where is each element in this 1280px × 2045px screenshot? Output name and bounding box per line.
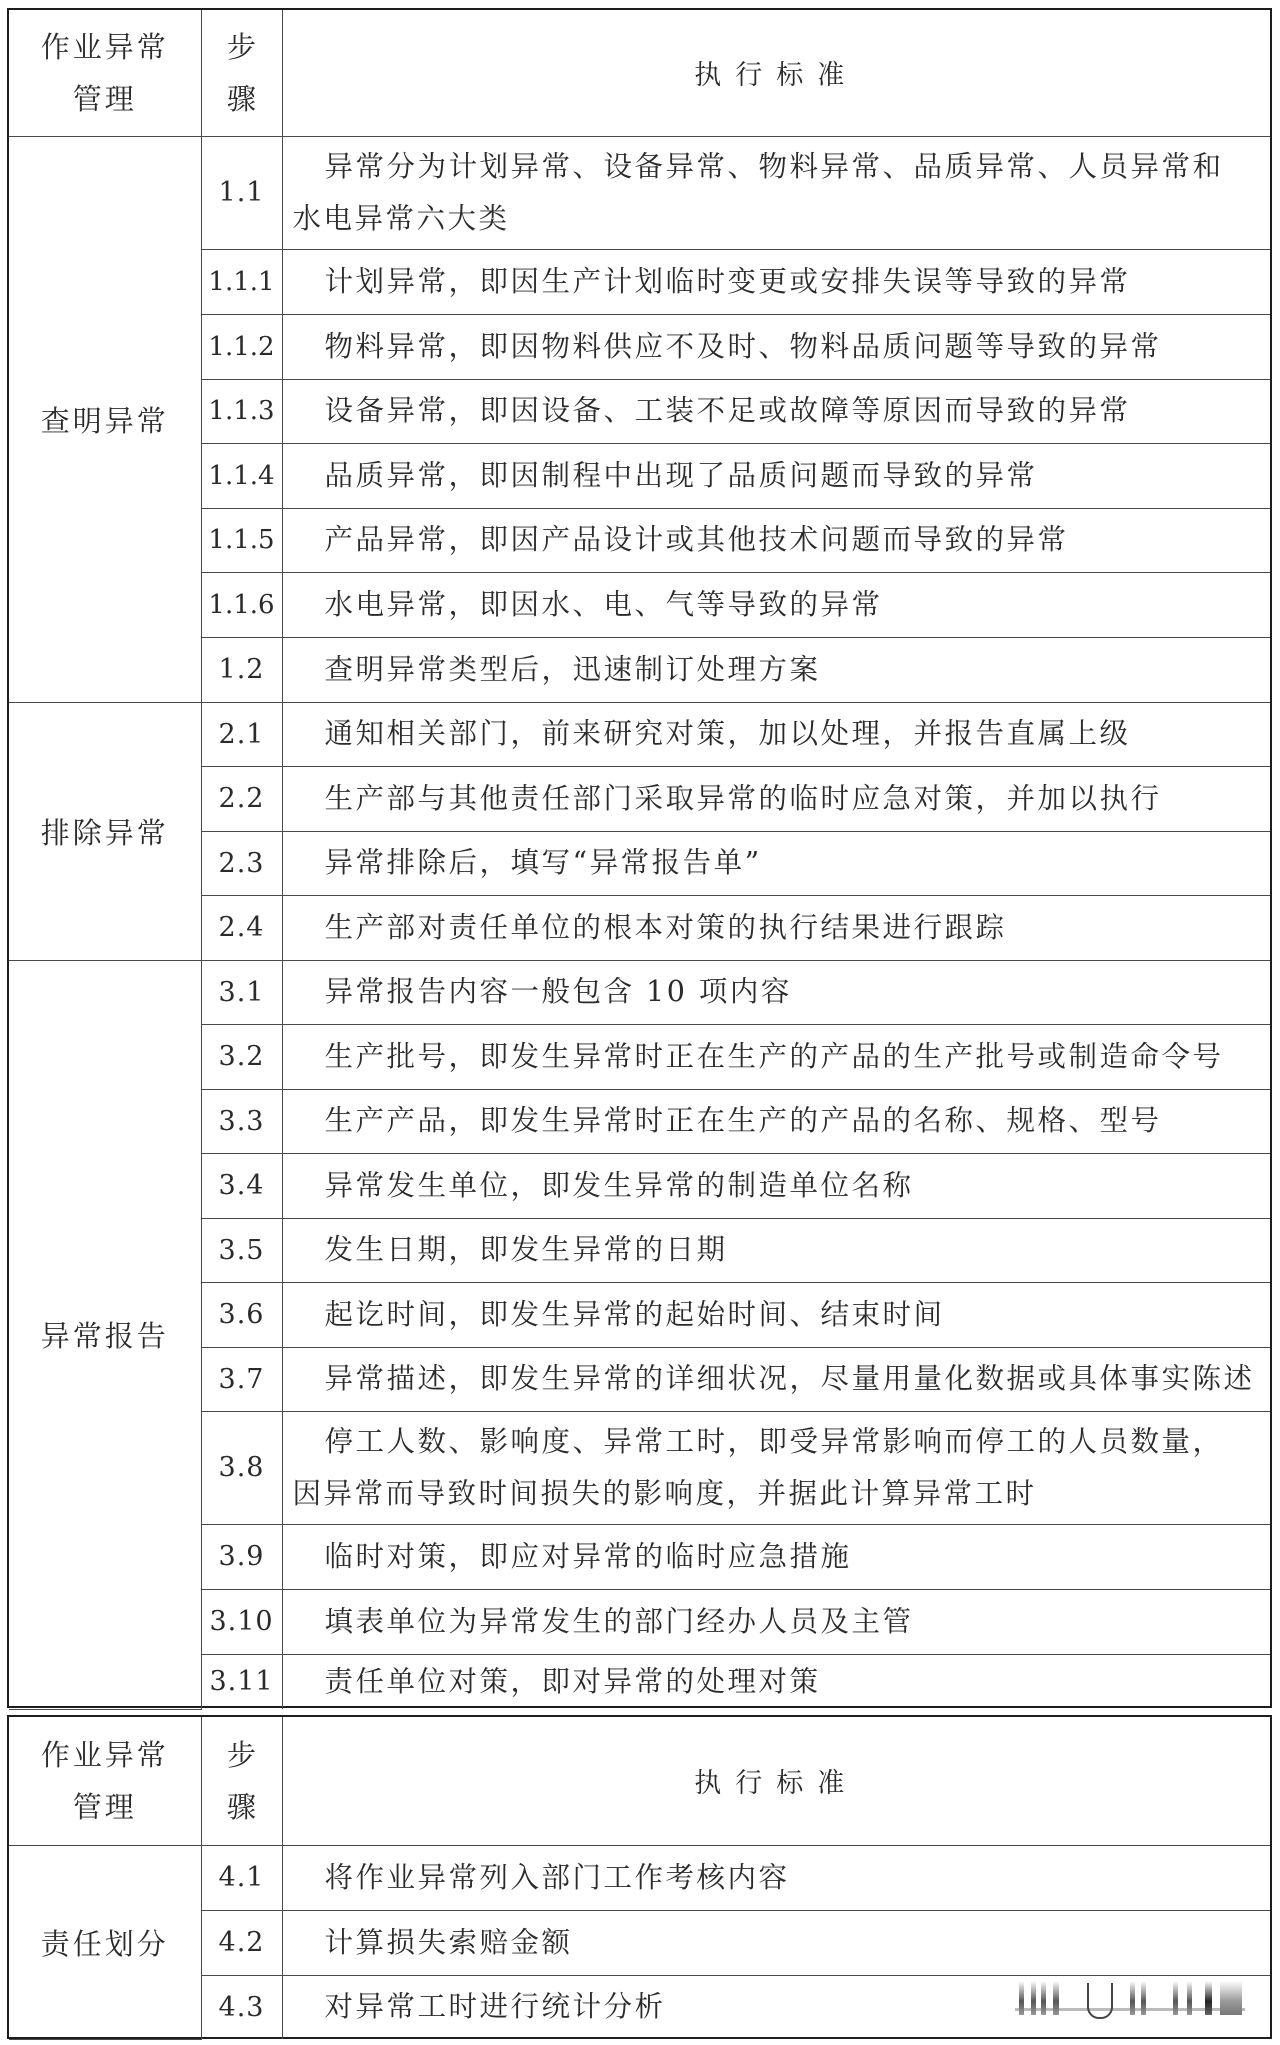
standard-text: 责任单位对策，即对异常的处理对策 [282, 1654, 1270, 1709]
standard-text: 生产部与其他责任部门采取异常的临时应急对策，并加以执行 [282, 766, 1270, 831]
table-header-row [9, 10, 1270, 136]
standard-text: 填表单位为异常发生的部门经办人员及主管 [282, 1589, 1270, 1654]
step-number: 3.5 [201, 1218, 282, 1282]
header-category: 作业异常 管理 [9, 1717, 201, 1845]
step-number: 3.2 [201, 1024, 282, 1089]
header-step: 步 骤 [201, 10, 282, 136]
standard-text: 将作业异常列入部门工作考核内容 [282, 1845, 1270, 1910]
step-number: 3.10 [201, 1589, 282, 1654]
standard-text: 对异常工时进行统计分析 [282, 1975, 1270, 2039]
header-standard: 执行标准 [282, 10, 1270, 136]
standard-text: 通知相关部门，前来研究对策，加以处理，并报告直属上级 [282, 702, 1270, 766]
standard-text: 临时对策，即应对异常的临时应急措施 [282, 1524, 1270, 1589]
standard-text: 生产部对责任单位的根本对策的执行结果进行跟踪 [282, 895, 1270, 960]
step-number: 3.4 [201, 1153, 282, 1218]
step-number: 3.3 [201, 1089, 282, 1153]
step-number: 2.4 [201, 895, 282, 960]
step-number: 1.1.2 [201, 314, 282, 379]
table-row [9, 702, 1270, 766]
standard-text: 计划异常，即因生产计划临时变更或安排失误等导致的异常 [282, 249, 1270, 314]
step-number: 2.2 [201, 766, 282, 831]
step-number: 1.1.1 [201, 249, 282, 314]
step-number: 4.1 [201, 1845, 282, 1910]
step-number: 3.7 [201, 1347, 282, 1411]
step-number: 1.1.3 [201, 379, 282, 443]
exception-management-table-1 [7, 8, 1272, 1708]
standard-text: 生产产品，即发生异常时正在生产的产品的名称、规格、型号 [282, 1089, 1270, 1153]
step-number: 1.2 [201, 637, 282, 702]
table-header-row [9, 1717, 1270, 1845]
standard-text: 异常分为计划异常、设备异常、物料异常、品质异常、人员异常和 水电异常六大类 [282, 136, 1270, 249]
step-number: 3.9 [201, 1524, 282, 1589]
standard-text: 产品异常，即因产品设计或其他技术问题而导致的异常 [282, 508, 1270, 572]
category-cell: 查明异常 [9, 136, 201, 702]
standard-text: 水电异常，即因水、电、气等导致的异常 [282, 572, 1270, 637]
step-number: 3.11 [201, 1654, 282, 1709]
step-number: 3.1 [201, 960, 282, 1024]
category-cell: 排除异常 [9, 702, 201, 960]
standard-text: 品质异常，即因制程中出现了品质问题而导致的异常 [282, 443, 1270, 508]
header-step: 步 骤 [201, 1717, 282, 1845]
step-number: 1.1.4 [201, 443, 282, 508]
standard-text: 异常报告内容一般包含 10 项内容 [282, 960, 1270, 1024]
header-standard: 执行标准 [282, 1717, 1270, 1845]
step-number: 1.1 [201, 136, 282, 249]
standard-text: 起讫时间，即发生异常的起始时间、结束时间 [282, 1282, 1270, 1347]
step-number: 3.6 [201, 1282, 282, 1347]
standard-text: 异常发生单位，即发生异常的制造单位名称 [282, 1153, 1270, 1218]
step-number: 1.1.5 [201, 508, 282, 572]
step-number: 3.8 [201, 1411, 282, 1524]
standard-text: 异常描述，即发生异常的详细状况，尽量用量化数据或具体事实陈述 [282, 1347, 1270, 1411]
header-category: 作业异常 管理 [9, 10, 201, 136]
standard-text: 生产批号，即发生异常时正在生产的产品的生产批号或制造命令号 [282, 1024, 1270, 1089]
step-number: 2.3 [201, 831, 282, 895]
table-row [9, 1845, 1270, 1910]
table-row [9, 960, 1270, 1024]
step-number: 4.2 [201, 1910, 282, 1975]
watermark-icon [1015, 1975, 1255, 2021]
standard-text: 停工人数、影响度、异常工时，即受异常影响而停工的人员数量， 因异常而导致时间损失的影响度，并据此计算异常工时 [282, 1411, 1270, 1524]
standard-text: 计算损失索赔金额 [282, 1910, 1270, 1975]
standard-text: 查明异常类型后，迅速制订处理方案 [282, 637, 1270, 702]
standard-text: 设备异常，即因设备、工装不足或故障等原因而导致的异常 [282, 379, 1270, 443]
step-number: 1.1.6 [201, 572, 282, 637]
standard-text: 物料异常，即因物料供应不及时、物料品质问题等导致的异常 [282, 314, 1270, 379]
table-row [9, 136, 1270, 249]
standard-text: 异常排除后，填写“异常报告单” [282, 831, 1270, 895]
step-number: 4.3 [201, 1975, 282, 2039]
category-cell: 异常报告 [9, 960, 201, 1709]
step-number: 2.1 [201, 702, 282, 766]
category-cell: 责任划分 [9, 1845, 201, 2039]
standard-text: 发生日期，即发生异常的日期 [282, 1218, 1270, 1282]
